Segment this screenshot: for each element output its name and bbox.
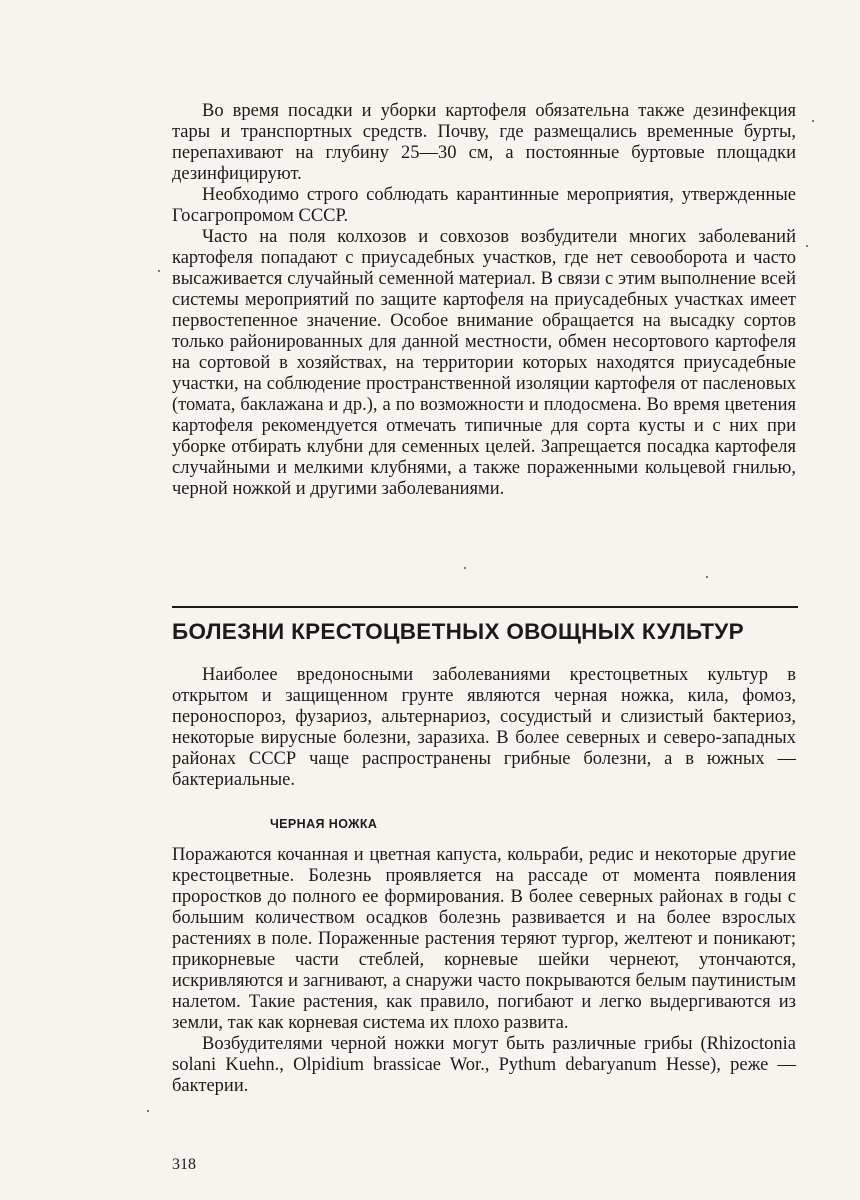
black-leg-section: [172, 845, 796, 1097]
subsection-title: ЧЕРНАЯ НОЖКА: [270, 817, 378, 831]
print-speck: [812, 120, 814, 122]
print-speck: [706, 576, 708, 578]
paragraph: Часто на поля колхозов и совхозов возбудители многих заболеваний картофеля попадают с приусадебных участков, где нет севооборота и часто высаживается случайный семенной материал. В связи с этим выполнение всей системы мероприятий по защите картофеля на приусадебных участках имеет первостепенное значение. Особое внимание обращается на высадку сортов только районированных для данной местности, обмен несортового картофеля на сортовой в хозяйствах, на территории которых находятся приусадебные участки, на соблюдение пространственной изоляции картофеля от пасленовых (томата, баклажана и др.), а по возможности и плодосмена. Во время цветения картофеля рекомендуется отмечать типичные для сорта кусты и с них при уборке отбирать клубни для семенных целей. Запрещается посадка картофеля случайными и мелкими клубнями, а также пораженными кольцевой гнилью, черной ножкой и другими заболеваниями.: [172, 227, 796, 499]
section-divider: [172, 606, 798, 608]
print-speck: [158, 270, 160, 272]
paragraph: Необходимо строго соблюдать карантинные мероприятия, утвержденные Госагропромом СССР.: [172, 185, 796, 226]
print-speck: [147, 1110, 149, 1112]
paragraph: Во время посадки и уборки картофеля обязательна также дезинфекция тары и транспортных средств. Почву, где размещались временные бурты, перепахивают на глубину 25—30 см, а постоянные буртовые площадки дезинфицируют.: [172, 101, 796, 184]
paragraph: Поражаются кочанная и цветная капуста, кольраби, редис и некоторые другие крестоцветные. Болезнь проявляется на рассаде от момента появления проростков до полного ее формирования. В более северных районах в годы с большим количеством осадков болезнь развивается и на более взрослых растениях в поле. Пораженные растения теряют тургор, желтеют и поникают; прикорневые части стеблей, корневые шейки чернеют, утончаются, искривляются и загнивают, а снаружи часто покрываются белым паутинистым налетом. Такие растения, как правило, погибают и легко выдергиваются из земли, так как корневая система их плохо развита.: [172, 845, 796, 1033]
potato-measures-section: [172, 101, 796, 500]
print-speck: [464, 567, 466, 569]
chapter-intro: [172, 665, 796, 791]
chapter-title: БОЛЕЗНИ КРЕСТОЦВЕТНЫХ ОВОЩНЫХ КУЛЬТУР: [172, 619, 744, 644]
page-number: 318: [172, 1156, 196, 1173]
paragraph: Возбудителями черной ножки могут быть различные грибы (Rhizoctonia solani Kuehn., Olpidium brassicae Wor., Pythum debaryanum Hesse), реже — бактерии.: [172, 1034, 796, 1096]
paragraph: Наиболее вредоносными заболеваниями крестоцветных культур в открытом и защищенном грунте являются черная ножка, кила, фомоз, пероноспороз, фузариоз, альтернариоз, сосудистый и слизистый бактериоз, некоторые вирусные болезни, заразиха. В более северных и северо-западных районах СССР чаще распространены грибные болезни, а в южных — бактериальные.: [172, 665, 796, 790]
print-speck: [806, 245, 808, 247]
